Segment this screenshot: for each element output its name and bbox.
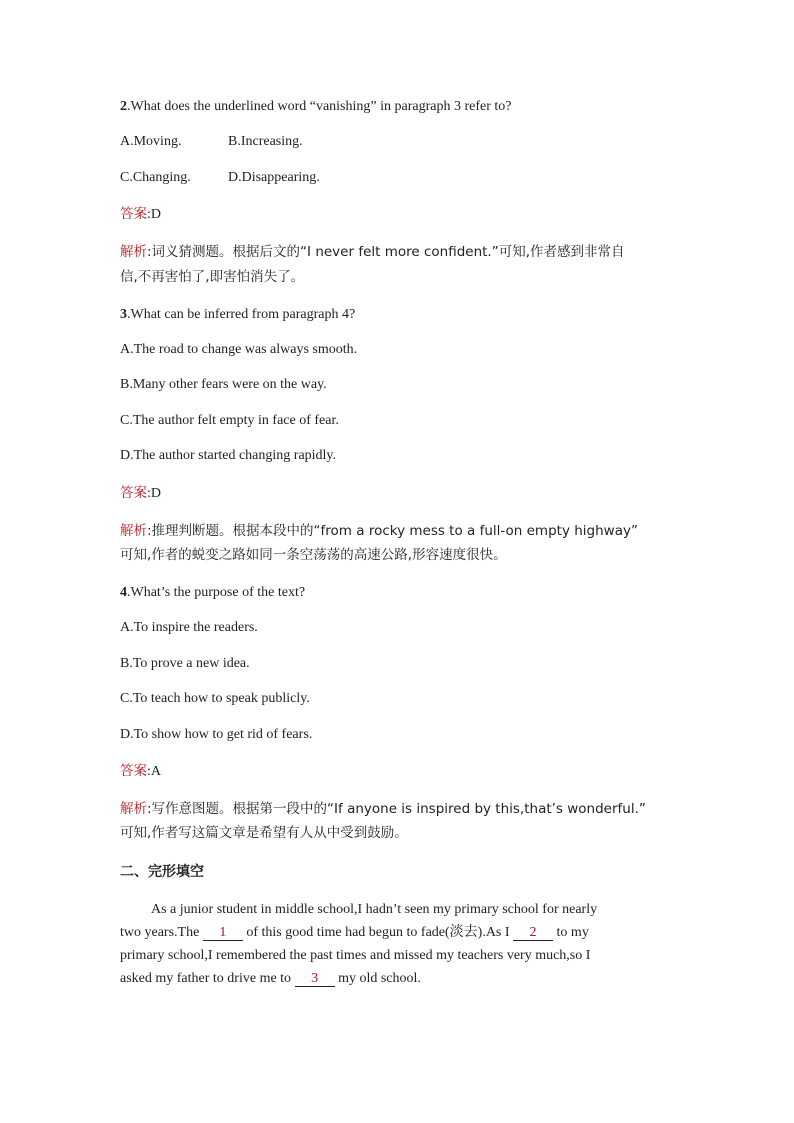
- blank-1: 1: [203, 925, 243, 941]
- options-row: [120, 169, 320, 187]
- answer-label: 答案: [120, 763, 147, 779]
- blank-2: 2: [513, 925, 553, 941]
- passage-line: [120, 970, 421, 988]
- analysis-text: :写作意图题。根据第一段中的“If anyone is inspired by this,that’s wonderful.”: [147, 801, 646, 817]
- question-4: [120, 584, 305, 602]
- option-d: D.The author started changing rapidly.: [120, 448, 337, 463]
- analysis-line: [120, 522, 638, 540]
- question-text: .What’s the purpose of the text?: [127, 585, 306, 600]
- analysis-text: 可知,作者写这篇文章是希望有人从中受到鼓励。: [120, 825, 408, 841]
- analysis-line: [120, 824, 408, 842]
- answer-value: :D: [147, 486, 161, 501]
- option-b: B.To prove a new idea.: [120, 656, 250, 671]
- answer-label: 答案: [120, 485, 147, 501]
- option-a: A.The road to change was always smooth.: [120, 342, 358, 357]
- passage-line: primary school,I remembered the past times and missed my teachers very much,so I: [120, 948, 591, 963]
- passage-line: As a junior student in middle school,I hadn’t seen my primary school for nearly: [151, 902, 598, 917]
- analysis-line: [120, 268, 304, 286]
- analysis-text: 信,不再害怕了,即害怕消失了。: [120, 269, 305, 285]
- section-title: 二、完形填空: [120, 864, 204, 880]
- option-a: A.To inspire the readers.: [120, 620, 258, 635]
- blank-3: 3: [295, 971, 335, 987]
- analysis-line: [120, 243, 625, 261]
- question-3: [120, 306, 355, 324]
- question-2: [120, 98, 511, 116]
- analysis-label: 解析: [120, 523, 147, 539]
- analysis-text: :推理判断题。根据本段中的“from a rocky mess to a full-on empty highway”: [147, 523, 638, 539]
- passage-text: my old school.: [334, 971, 421, 986]
- passage-line: [120, 924, 589, 942]
- option-b: B.Increasing.: [228, 134, 303, 149]
- answer-value: :A: [147, 764, 161, 779]
- option-c: C.Changing.: [120, 170, 191, 185]
- passage-text: two years.The: [120, 925, 203, 940]
- option-d: D.Disappearing.: [228, 170, 320, 185]
- question-number: 3: [120, 307, 127, 322]
- question-number: 4: [120, 585, 127, 600]
- analysis-label: 解析: [120, 801, 147, 817]
- analysis-line: [120, 546, 507, 564]
- answer-line: [120, 205, 161, 224]
- passage-text: of this good time had begun to fade(淡去).As I: [242, 925, 514, 940]
- answer-line: [120, 762, 161, 781]
- analysis-text: 可知,作者的蜕变之路如同一条空荡荡的高速公路,形容速度很快。: [120, 547, 507, 563]
- passage-text: to my: [553, 925, 589, 940]
- option-d: D.To show how to get rid of fears.: [120, 727, 313, 742]
- options-row: [120, 133, 303, 151]
- analysis-line: [120, 800, 646, 818]
- question-text: .What does the underlined word “vanishing” in paragraph 3 refer to?: [127, 99, 512, 114]
- answer-line: [120, 484, 161, 503]
- answer-label: 答案: [120, 206, 147, 222]
- analysis-label: 解析: [120, 244, 147, 260]
- option-c: C.The author felt empty in face of fear.: [120, 413, 339, 428]
- option-a: A.Moving.: [120, 134, 182, 149]
- analysis-text: :词义猜测题。根据后文的“I never felt more confident.”可知,作者感到非常自: [147, 244, 625, 260]
- option-c: C.To teach how to speak publicly.: [120, 691, 310, 706]
- option-b: B.Many other fears were on the way.: [120, 377, 327, 392]
- question-text: .What can be inferred from paragraph 4?: [127, 307, 356, 322]
- passage-text: asked my father to drive me to: [120, 971, 295, 986]
- answer-value: :D: [147, 207, 161, 222]
- question-number: 2: [120, 99, 127, 114]
